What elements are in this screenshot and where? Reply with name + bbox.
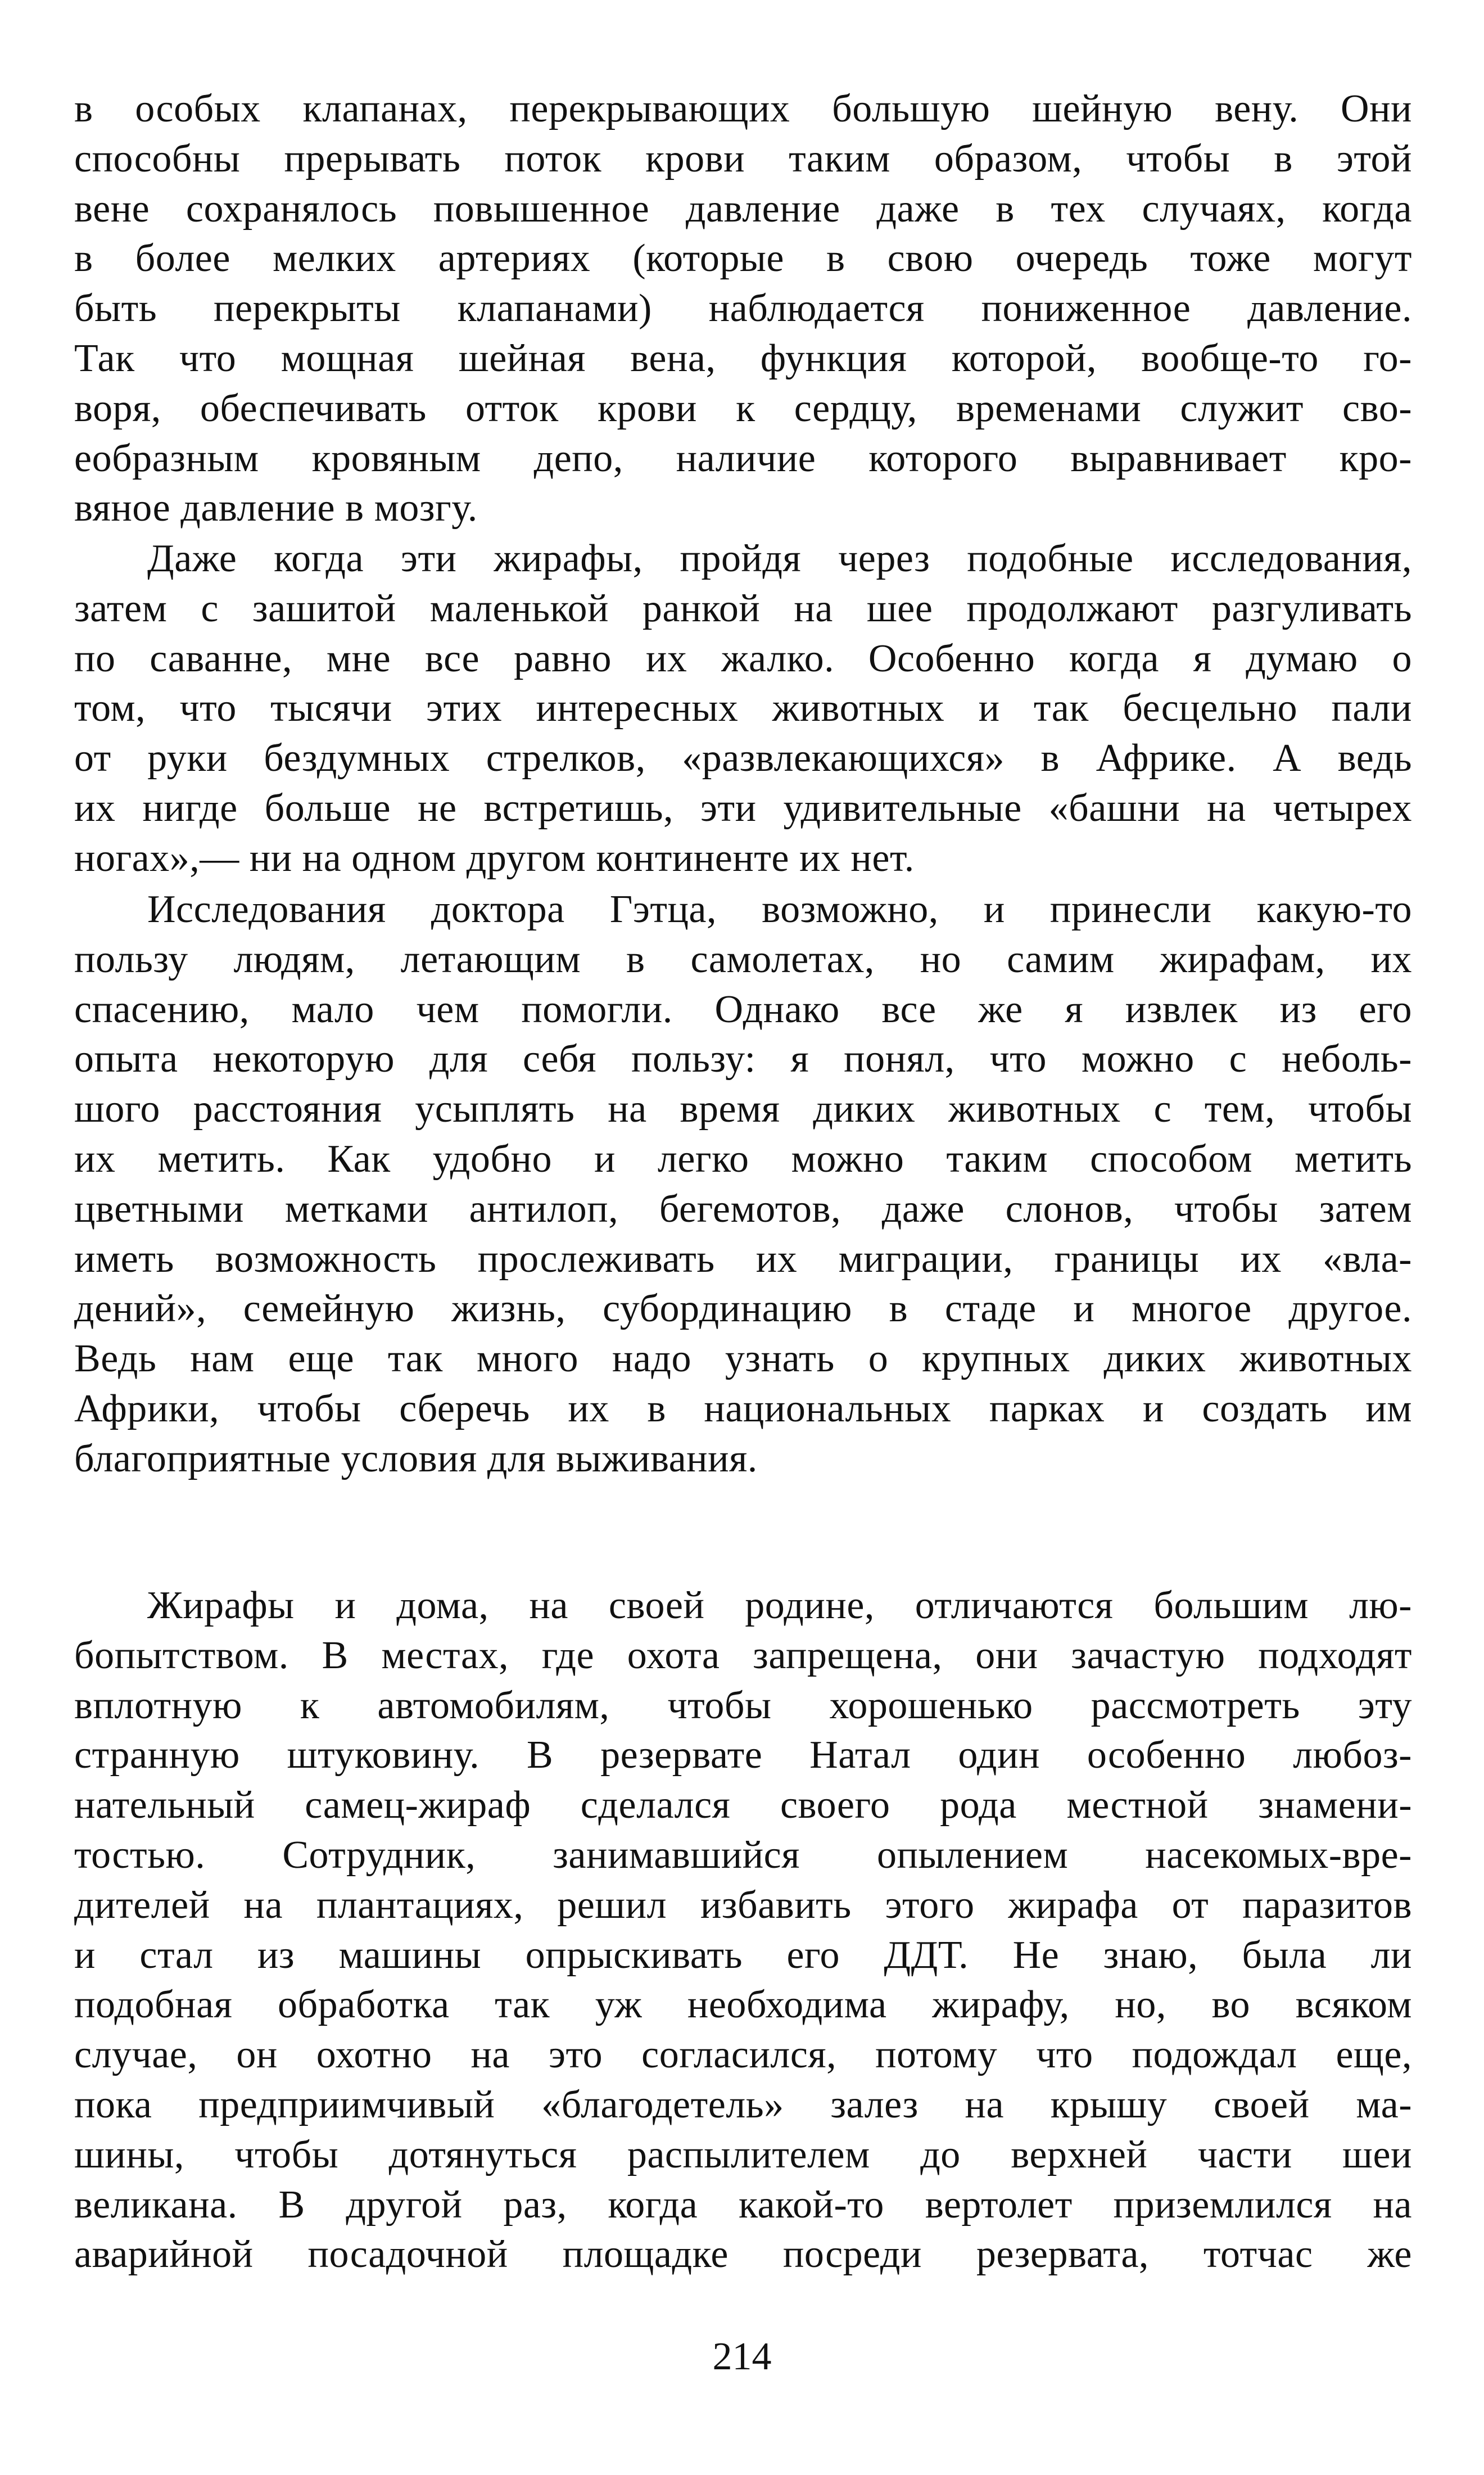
text-line: затем с зашитой маленькой ранкой на шее продолжают разгуливать — [74, 586, 1412, 630]
text-line: Африки, чтобы сберечь их в национальных парках и создать им — [74, 1386, 1412, 1430]
text-line: Даже когда эти жирафы, пройдя через подобные исследования, — [147, 537, 1412, 580]
text-line: Жирафы и дома, на своей родине, отличаются большим лю- — [147, 1584, 1412, 1627]
text-line: вплотную к автомобилям, чтобы хорошенько рассмотреть эту — [74, 1683, 1412, 1727]
text-line: вяное давление в мозгу. — [74, 486, 478, 530]
text-line: том, что тысячи этих интересных животных и так бесцельно пали — [74, 687, 1412, 730]
page-number: 214 — [712, 2335, 772, 2378]
text-line: быть перекрыты клапанами) наблюдается пониженное давление. — [74, 287, 1412, 331]
text-line: шого расстояния усыплять на время диких животных с тем, чтобы — [74, 1087, 1412, 1131]
text-line: иметь возможность прослеживать их миграции, границы их «вла- — [74, 1237, 1412, 1281]
text-line: бопытством. В местах, где охота запрещена, они зачастую подходят — [74, 1633, 1412, 1677]
paragraph-2 — [74, 534, 1412, 884]
text-line: благоприятные условия для выживания. — [74, 1437, 758, 1480]
text-line: и стал из машины опрыскивать его ДДТ. Не знаю, была ли — [74, 1933, 1412, 1977]
text-line: подобная обработка так уж необходима жирафу, но, во всяком — [74, 1983, 1412, 2027]
text-line: аварийной посадочной площадке посреди резервата, тотчас же — [74, 2233, 1412, 2277]
text-line: странную штуковину. В резервате Натал один особенно любоз- — [74, 1733, 1412, 1777]
text-line: вене сохранялось повышенное давление даже в тех случаях, когда — [74, 187, 1412, 231]
text-line: Ведь нам еще так много надо узнать о крупных диких животных — [74, 1337, 1412, 1381]
text-line: Так что мощная шейная вена, функция которой, вообще-то го- — [74, 336, 1412, 380]
text-line: опыта некоторую для себя пользу: я понял, что можно с неболь- — [74, 1037, 1412, 1081]
text-line: от руки бездумных стрелков, «развлекающихся» в Африке. А ведь — [74, 737, 1412, 780]
text-line: пока предприимчивый «благодетель» залез на крышу своей ма- — [74, 2083, 1412, 2126]
text-line: их нигде больше не встретишь, эти удивительные «башни на четырех — [74, 786, 1412, 830]
paragraph-3 — [74, 885, 1412, 1484]
text-line: нательный самец-жираф сделался своего рода местной знамени- — [74, 1783, 1412, 1827]
paragraph-1 — [74, 84, 1412, 534]
text-line: случае, он охотно на это согласился, потому что подождал еще, — [74, 2033, 1412, 2077]
text-line: тостью. Сотрудник, занимавшийся опылением насекомых-вре- — [74, 1833, 1412, 1877]
text-line: их метить. Как удобно и легко можно таким способом метить — [74, 1137, 1412, 1181]
text-line: Исследования доктора Гэтца, возможно, и принесли какую-то — [147, 888, 1412, 931]
text-line: еобразным кровяным депо, наличие которого выравнивает кро- — [74, 436, 1412, 480]
text-line: цветными метками антилоп, бегемотов, даже слонов, чтобы затем — [74, 1187, 1412, 1231]
text-line: воря, обеспечивать отток крови к сердцу, временами служит сво- — [74, 386, 1412, 430]
text-line: спасению, мало чем помогли. Однако все же я извлек из его — [74, 987, 1412, 1031]
paragraph-4 — [74, 1581, 1412, 2280]
text-line: по саванне, мне все равно их жалко. Особенно когда я думаю о — [74, 636, 1412, 680]
text-line: в более мелких артериях (которые в свою очередь тоже могут — [74, 237, 1412, 281]
text-line: шины, чтобы дотянуться распылителем до верхней части шеи — [74, 2133, 1412, 2176]
text-line: дителей на плантациях, решил избавить этого жирафа от паразитов — [74, 1883, 1412, 1927]
text-line: великана. В другой раз, когда какой-то вертолет приземлился на — [74, 2183, 1412, 2226]
text-line: способны прерывать поток крови таким образом, чтобы в этой — [74, 137, 1412, 180]
text-line: ногах»,— ни на одном другом континенте их нет. — [74, 836, 915, 880]
text-line: пользу людям, летающим в самолетах, но самим жирафам, их — [74, 937, 1412, 981]
text-line: дений», семейную жизнь, субординацию в стаде и многое другое. — [74, 1287, 1412, 1331]
text-line: в особых клапанах, перекрывающих большую шейную вену. Они — [74, 87, 1412, 130]
